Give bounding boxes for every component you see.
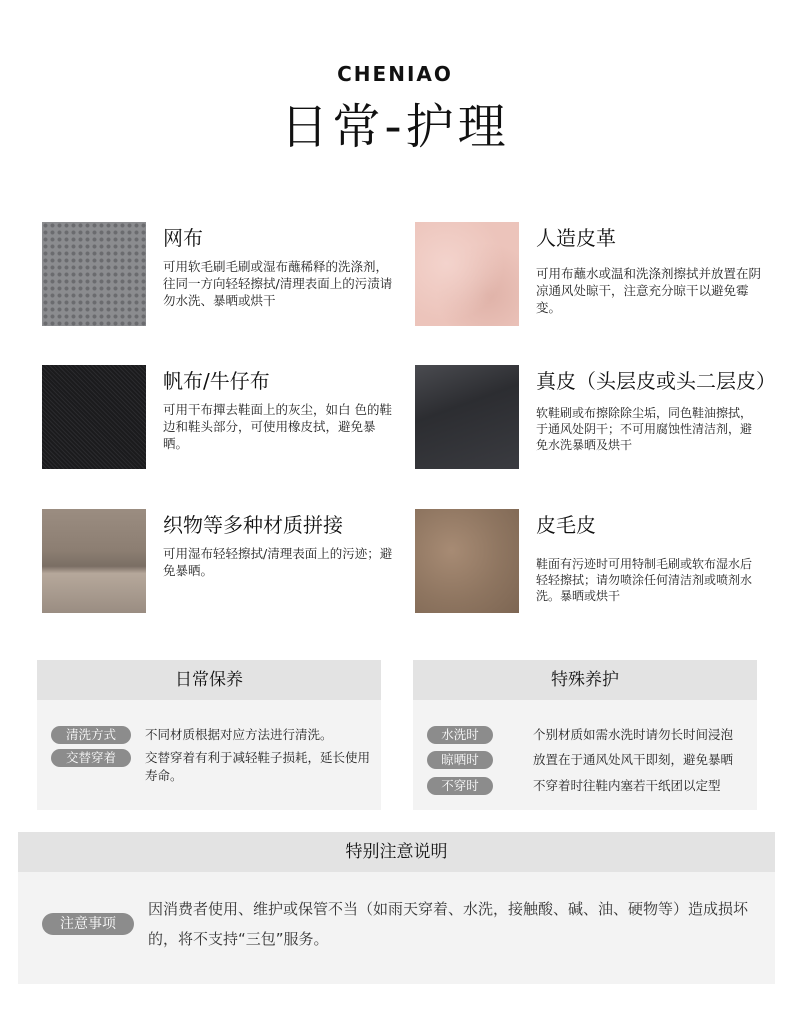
care-tag: 晾晒时 [427, 751, 493, 769]
material-faux-leather [415, 222, 775, 328]
care-text: 不同材质根据对应方法进行清洗。 [145, 727, 333, 742]
material-canvas [42, 365, 402, 471]
material-desc: 鞋面有污迹时可用特制毛刷或软布湿水后轻轻擦拭；请勿喷涂任何清洁剂或喷剂水洗。暴晒或烘干 [536, 557, 753, 603]
care-text: 交替穿着有利于减轻鞋子损耗，延长使用寿命。 [145, 750, 371, 783]
material-desc: 可用湿布轻轻擦拭/清理表面上的污迹；避免暴晒。 [163, 546, 393, 578]
notice-tag: 注意事项 [42, 913, 134, 935]
material-mesh [42, 222, 402, 328]
material-desc: 可用布蘸水或温和洗涤剂擦拭并放置在阴凉通风处晾干，注意充分晾干以避免霉变。 [536, 266, 762, 315]
material-name: 人造皮革 [536, 226, 616, 250]
material-genuine-leather [415, 365, 775, 471]
mesh-swatch-image [42, 222, 146, 326]
material-name: 皮毛皮 [536, 513, 596, 537]
special-notice-panel [18, 832, 775, 984]
notice-text: 因消费者使用、维护或保管不当（如雨天穿着、水洗，接触酸、碱、油、硬物等）造成损坏的，将不支持“三包”服务。 [148, 900, 749, 948]
canvas-swatch-image [42, 365, 146, 469]
material-name: 织物等多种材质拼接 [163, 513, 343, 537]
material-suede [415, 509, 775, 615]
page-title: 日常-护理 [280, 99, 510, 155]
panel-heading: 特殊养护 [413, 660, 757, 700]
care-tag: 不穿时 [427, 777, 493, 795]
care-text: 不穿着时往鞋内塞若干纸团以定型 [533, 778, 721, 793]
brand-logo: CHENIAO [337, 62, 453, 86]
care-tag: 水洗时 [427, 726, 493, 744]
care-text: 个别材质如需水洗时请勿长时间浸泡 [533, 727, 734, 742]
care-tag: 交替穿着 [51, 749, 131, 767]
care-tag: 清洗方式 [51, 726, 131, 744]
material-desc: 可用干布撣去鞋面上的灰尘，如白 色的鞋边和鞋头部分，可使用橡皮拭，避免暴晒。 [163, 402, 392, 451]
panel-heading: 日常保养 [37, 660, 381, 700]
special-care-panel [413, 660, 757, 810]
material-desc: 可用软毛刷毛刷或湿布蘸稀释的洗涤剂，往同一方向轻轻擦拭/清理表面上的污渍请勿水洗、暴晒或烘干 [163, 259, 393, 308]
material-name: 网布 [163, 226, 203, 250]
mixed-swatch-image [42, 509, 146, 613]
suede-swatch-image [415, 509, 519, 613]
material-name: 帆布/牛仔布 [163, 369, 270, 393]
material-mixed [42, 509, 402, 615]
material-name: 真皮（头层皮或头二层皮） [536, 369, 776, 393]
leather-swatch-image [415, 365, 519, 469]
notice-heading: 特别注意说明 [18, 832, 775, 872]
faux-leather-swatch-image [415, 222, 519, 326]
material-desc: 软鞋刷或布擦除除尘垢，同色鞋油擦拭，于通风处阴干；不可用腐蚀性清洁剂，避免水洗暴晒及烘干 [536, 406, 753, 452]
daily-care-panel [37, 660, 381, 810]
care-text: 放置在于通风处风干即刻，避免暴晒 [533, 752, 734, 767]
